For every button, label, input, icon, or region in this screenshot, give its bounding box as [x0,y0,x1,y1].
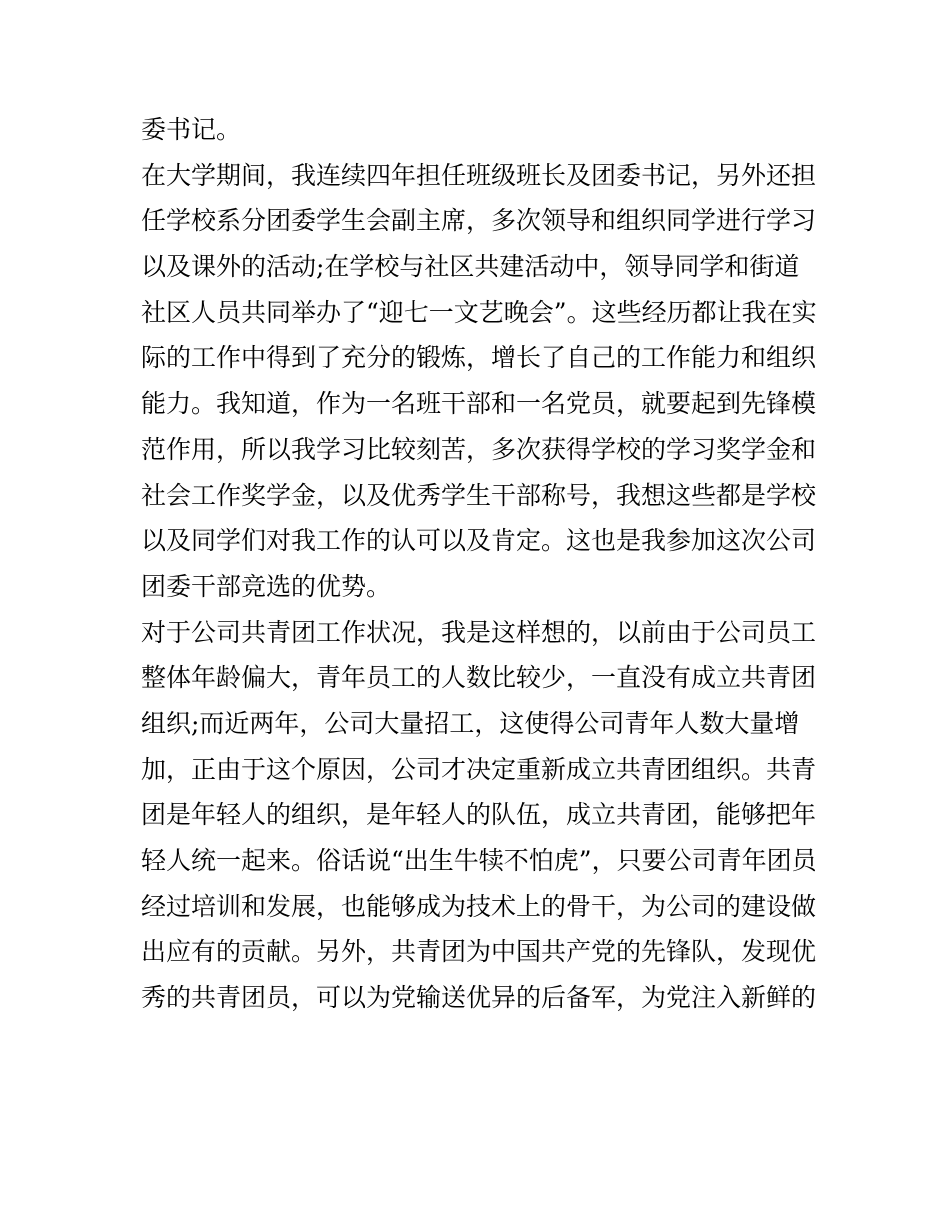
text-line-8: 范作用，所以我学习比较刻苦，多次获得学校的学习奖学金和 [141,434,817,464]
text-line-16: 团是年轻人的组织，是年轻人的队伍，成立共青团，能够把年 [141,800,817,830]
text-line-20: 秀的共青团员，可以为党输送优异的后备军，为党注入新鲜的 [141,983,817,1013]
text-line-10: 以及同学们对我工作的认可以及肯定。这也是我参加这次公司 [141,526,817,556]
text-line-9: 社会工作奖学金，以及优秀学生干部称号，我想这些都是学校 [141,480,817,510]
text-line-18: 经过培训和发展，也能够成为技术上的骨干，为公司的建设做 [141,891,817,921]
text-line-17: 轻人统一起来。俗话说“出生牛犊不怕虎”，只要公司青年团员 [141,846,817,875]
text-line-14: 组织;而近两年，公司大量招工，这使得公司青年人数大量增 [141,708,800,738]
text-line-2: 在大学期间，我连续四年担任班级班长及团委书记，另外还担 [141,160,817,190]
text-line-11: 团委干部竞选的优势。 [141,571,392,601]
text-line-15: 加，正由于这个原因，公司才决定重新成立共青团组织。共青 [141,754,817,784]
text-line-12: 对于公司共青团工作状况，我是这样想的，以前由于公司员工 [141,617,817,647]
text-line-3: 任学校系分团委学生会副主席，多次领导和组织同学进行学习 [141,206,817,236]
text-line-6: 际的工作中得到了充分的锻炼，增长了自己的工作能力和组织 [141,343,817,373]
text-line-19: 出应有的贡献。另外，共青团为中国共产党的先锋队，发现优 [141,937,817,967]
text-line-1: 委书记。 [141,115,242,144]
text-line-7: 能力。我知道，作为一名班干部和一名党员，就要起到先锋模 [141,389,817,419]
text-line-4: 以及课外的活动;在学校与社区共建活动中，领导同学和街道 [141,252,800,282]
body-text [141,107,821,1021]
text-line-13: 整体年龄偏大，青年员工的人数比较少，一直没有成立共青团 [141,663,817,693]
text-line-5: 社区人员共同举办了“迎七一文艺晚会”。这些经历都让我在实 [141,297,817,327]
